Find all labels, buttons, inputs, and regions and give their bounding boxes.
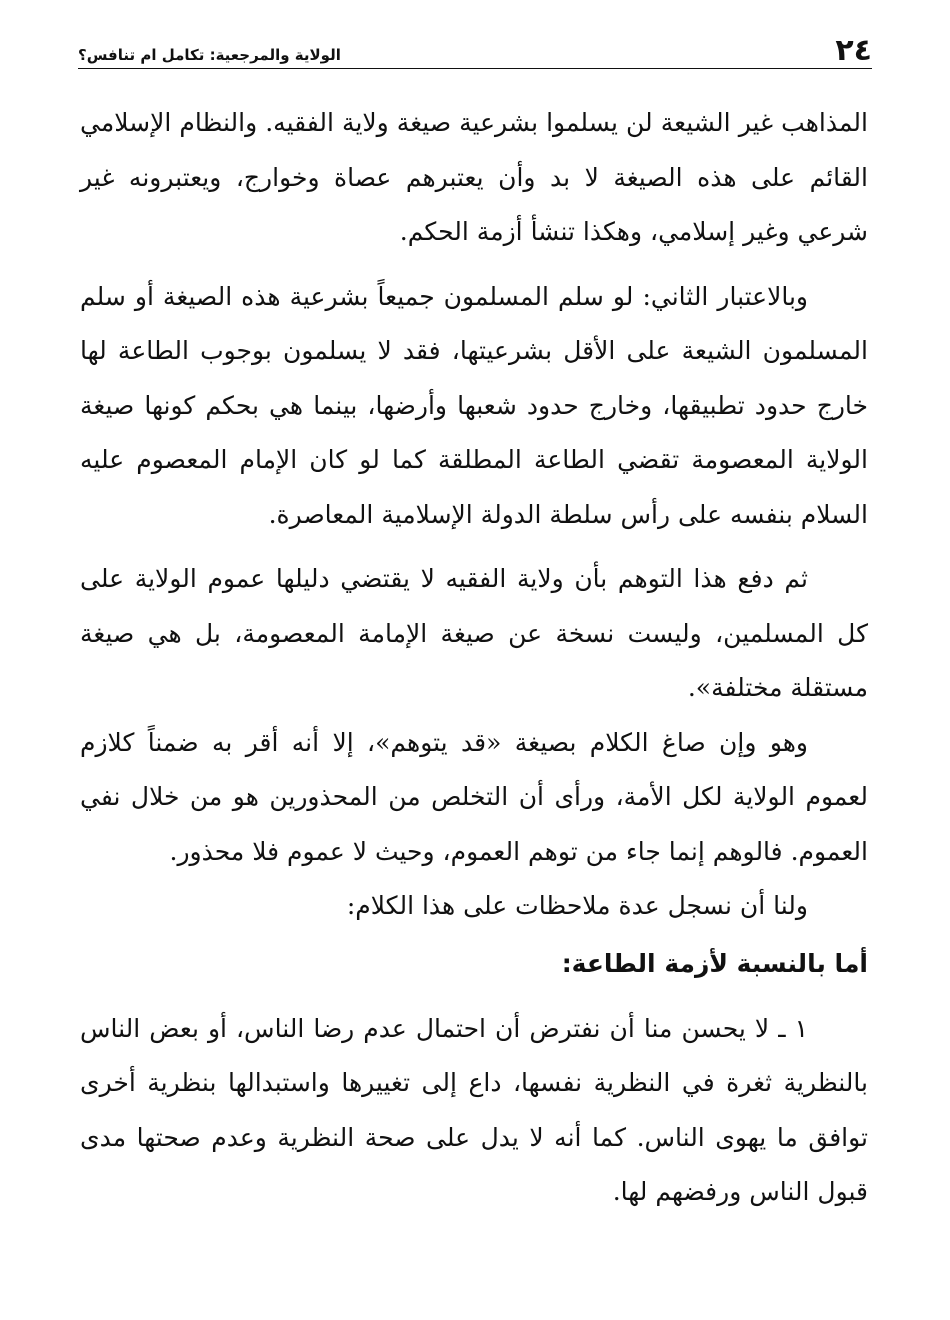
section-subheading: أما بالنسبة لأزمة الطاعة: [561,948,868,978]
paragraph-4: وهو وإن صاغ الكلام بصيغة «قد يتوهم»، إلا أنه أقر به ضمناً كلازم لعموم الولاية لكل الأمة، ورأى أن التخلص من المحذورين هو من خلال نفي العموم. فالوهم إنما جاء من توهم العموم، وحيث لا عموم فلا محذور. [80,727,868,866]
running-title: الولاية والمرجعية: تكامل ام تنافس؟ [78,46,341,64]
paragraph-6: ١ ـ لا يحسن منا أن نفترض أن احتمال عدم رضا الناس، أو بعض الناس بالنظرية ثغرة في النظرية نفسها، داع إلى تغييرها واستبدالها بنظرية أخرى توافق ما يهوى الناس. كما أنه لا يدل على صحة النظرية وعدم صحتها مدى قبول الناس ورفضهم لها. [80,1013,868,1206]
paragraph-3: ثم دفع هذا التوهم بأن ولاية الفقيه لا يقتضي دليلها عموم الولاية على كل المسلمين، وليست نسخة عن صيغة الإمامة المعصومة، بل هي صيغة مستقلة مختلفة». [80,564,868,702]
paragraph-2: وبالاعتبار الثاني: لو سلم المسلمون جميعاً بشرعية هذه الصيغة أو سلم المسلمون الشيعة على الأقل بشرعيتها، فقد لا يسلمون بوجوب الطاعة لها خارج حدود تطبيقها، وخارج حدود شعبها وأرضها، بينما هي بحكم كونها صيغة الولاية المعصومة تقضي الطاعة المطلقة كما لو كان الإمام المعصوم عليه السلام بنفسه على رأس سلطة الدولة الإسلامية المعاصرة. [80,281,868,529]
paragraph-1: المذاهب غير الشيعة لن يسلموا بشرعية صيغة ولاية الفقيه. والنظام الإسلامي القائم على هذه الصيغة لا بد وأن يعتبرهم عصاة وخوارج، ويعتبرونه غير شرعي وغير إسلامي، وهكذا تنشأ أزمة الحكم. [80,108,868,246]
header-rule [78,68,872,69]
paragraph-5: ولنا أن نسجل عدة ملاحظات على هذا الكلام: [346,891,808,920]
page-number: ٢٤ [835,33,872,68]
running-header [78,30,872,68]
body-text [80,96,868,1220]
